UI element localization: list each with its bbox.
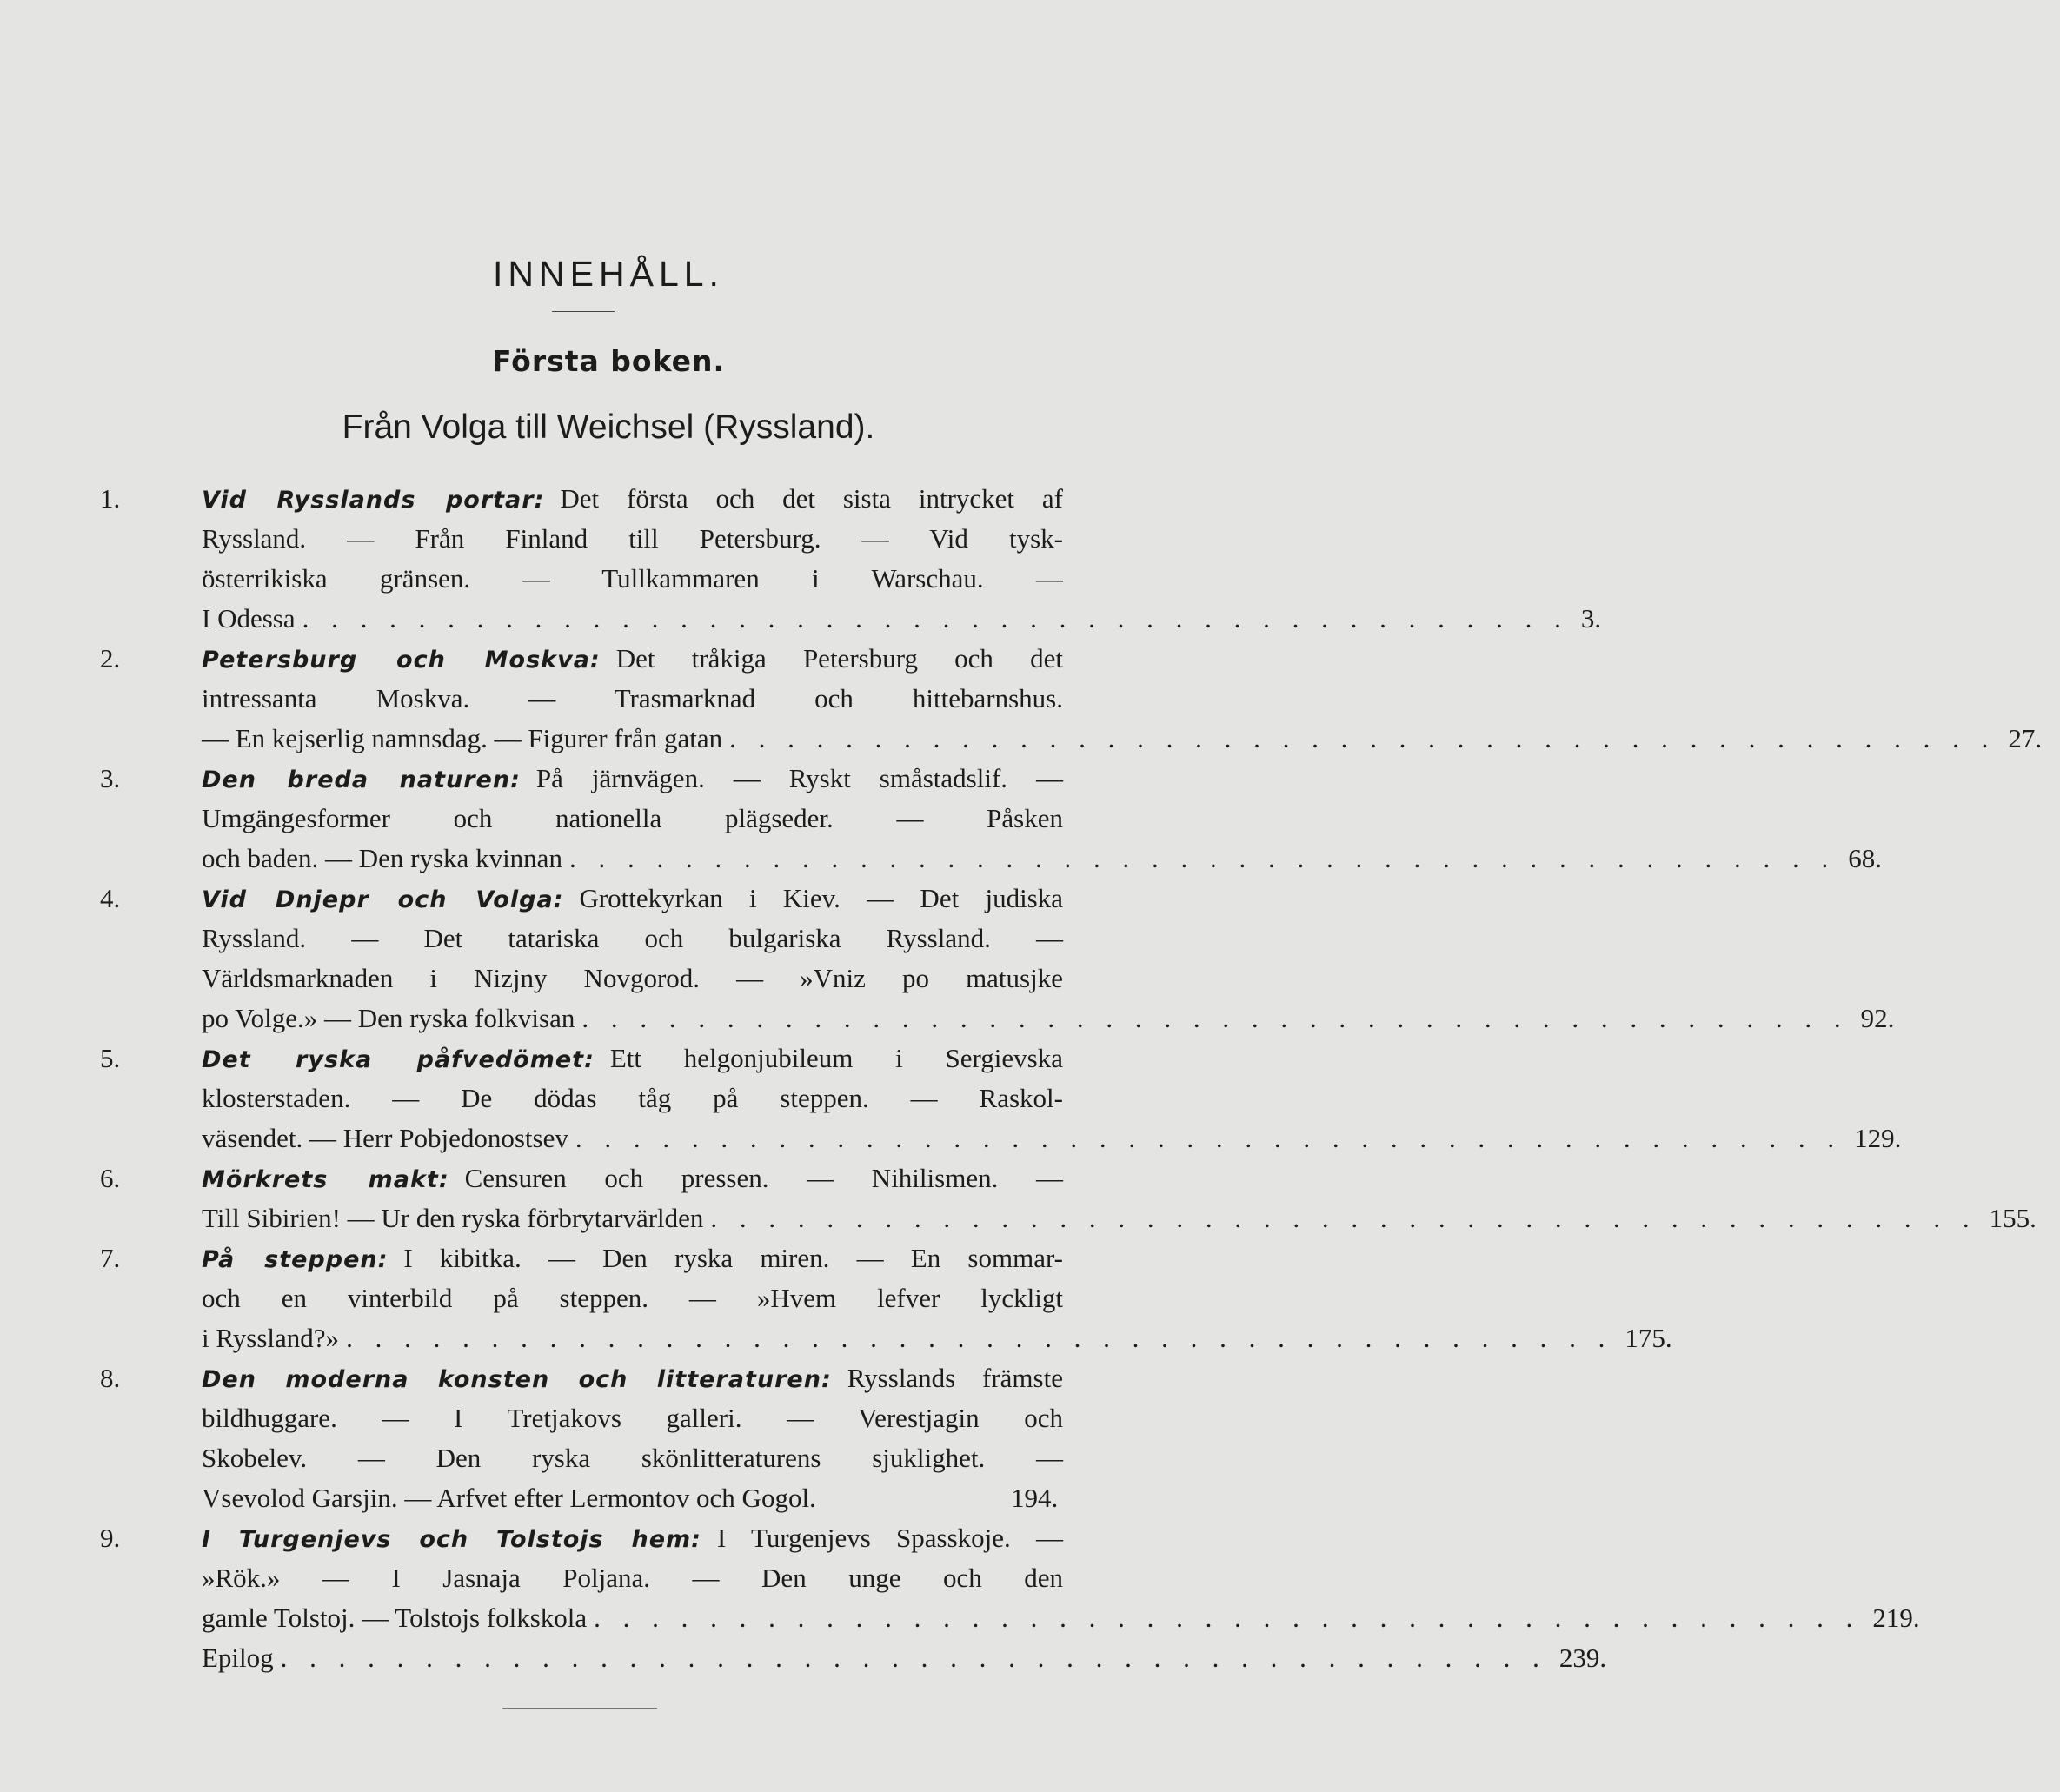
chapter-number: 1. (100, 483, 121, 514)
entry-text-part: gamle Tolstoj. — Tolstojs folkskola (202, 1603, 588, 1633)
entry-text-part: »Rök.» — I Jasnaja Poljana. — Den unge och den (202, 1563, 1063, 1593)
chapter-title: Vid Dnjepr och Volga: (202, 886, 564, 913)
entry-text (202, 1158, 1063, 1200)
toc-line (98, 1278, 1063, 1318)
toc-entry (98, 879, 1895, 1039)
entry-text (202, 1478, 1063, 1518)
entry-text (202, 959, 1063, 999)
toc-line (98, 1398, 1063, 1438)
page-number: 129. (1854, 1123, 1902, 1153)
toc-line (98, 559, 1063, 599)
toc-line (98, 599, 1602, 639)
toc-entry (98, 479, 1602, 639)
chapter-title: Vid Rysslands portar: (202, 487, 545, 514)
entry-text-part: Censuren och pressen. — Nihilismen. — (464, 1163, 1063, 1193)
toc-line (98, 799, 1063, 839)
entry-text-part: Umgängesformer och nationella plägseder. — Påsken (202, 803, 1063, 833)
chapter-title: Mörkrets makt: (202, 1166, 449, 1193)
chapter-number: 2. (100, 643, 121, 674)
entry-text-part: intressanta Moskva. — Trasmarknad och hittebarnshus. (202, 683, 1063, 713)
entry-text (202, 1039, 1063, 1080)
chapter-number: 3. (100, 763, 121, 793)
entry-text (202, 879, 1063, 920)
dot-leader: . . . . . . . . . . . . . . . . . . . . . . . . . . . . . . . . . . . . . . . . . . . . (594, 1603, 1861, 1633)
page-number: 68. (1848, 843, 1882, 873)
toc-line (98, 1638, 1607, 1678)
toc-line (98, 1039, 1063, 1079)
dot-leader: . . . . . . . . . . . . . . . . . . . . . . . . . . . . . . . . . . . . . . . . . . . . (302, 603, 1569, 634)
entry-text (202, 1398, 1063, 1438)
page-number: 194. (1011, 1483, 1059, 1513)
toc-line (98, 1598, 1920, 1638)
toc-line (98, 1438, 1063, 1478)
entry-text (202, 639, 1063, 680)
entry-text-part: och en vinterbild på steppen. — »Hvem lefver lyckligt (202, 1283, 1063, 1313)
page-number: 3. (1580, 603, 1602, 634)
book-subtitle: Från Volga till Weichsel (Ryssland). (342, 408, 875, 446)
entry-text-part: bildhuggare. — I Tretjakovs galleri. — Verestjagin och (202, 1403, 1063, 1433)
entry-text-part: Rysslands främste (847, 1363, 1063, 1393)
toc-line (98, 479, 1063, 519)
chapter-title: Det ryska påfvedömet: (202, 1046, 595, 1073)
entry-text-part: — En kejserlig namnsdag. — Figurer från gatan (202, 723, 723, 753)
entry-text (202, 1318, 1672, 1358)
entry-text-part: Ryssland. — Från Finland till Petersburg. — Vid tysk- (202, 523, 1063, 554)
toc-line (98, 919, 1063, 959)
entry-text (202, 519, 1063, 559)
toc-entry (98, 1039, 1902, 1158)
heading-rule (552, 311, 615, 312)
epilog-entry (202, 1638, 1611, 1678)
entry-text (202, 999, 1895, 1039)
chapter-number: 6. (100, 1163, 121, 1193)
entry-text (202, 1278, 1063, 1318)
toc-entry (98, 1158, 2037, 1238)
chapter-number: 5. (100, 1043, 121, 1073)
entry-text-part: Ryssland. — Det tatariska och bulgariska Ryssland. — (202, 923, 1063, 953)
entry-text (202, 1598, 1920, 1638)
entry-text-part: österrikiska gränsen. — Tullkammaren i Warschau. — (202, 563, 1063, 594)
page-heading: INNEHÅLL. (493, 254, 724, 294)
entry-text-part: Vsevolod Garsjin. — Arfvet efter Lermontov och Gogol. (202, 1483, 816, 1513)
chapter-number: 7. (100, 1243, 121, 1273)
book-title: Första boken. (491, 344, 726, 378)
toc-entry (98, 1238, 1672, 1358)
toc-line (98, 959, 1063, 999)
epilog-label: Epilog (202, 1643, 274, 1673)
toc-line (98, 1158, 1063, 1198)
entry-text (202, 1518, 1063, 1560)
entry-text-part: Grottekyrkan i Kiev. — Det judiska (579, 883, 1064, 913)
dot-leader: . . . . . . . . . . . . . . . . . . . . . . . . . . . . . . . . . . . . . . . . . . . . (346, 1323, 1613, 1353)
entry-text-part: Till Sibirien! — Ur den ryska förbrytarvärlden (202, 1203, 704, 1233)
entry-text (202, 559, 1063, 599)
toc-line (98, 1558, 1063, 1598)
chapter-title: Den breda naturen: (202, 767, 521, 793)
toc-line (98, 839, 1882, 879)
toc-line (98, 719, 2043, 759)
toc-line (98, 999, 1895, 1039)
dot-leader: . . . . . . . . . . . . . . . . . . . . . . . . . . . . . . . . . . . . . . . . . . . . (280, 1643, 1547, 1673)
entry-text (202, 599, 1618, 639)
toc-line (98, 1198, 2037, 1238)
toc-entry (98, 1358, 1063, 1518)
entry-text (202, 479, 1063, 521)
entry-text (202, 1079, 1063, 1118)
table-of-contents (98, 479, 2043, 1678)
chapter-number: 8. (100, 1363, 121, 1393)
toc-line (98, 759, 1063, 799)
entry-text-part: Det tråkiga Petersburg och det (615, 643, 1064, 674)
toc-entry (98, 639, 2043, 759)
entry-text-part: Världsmarknaden i Nizjny Novgorod. — »Vniz po matusjke (202, 963, 1063, 993)
entry-text-part: På järnvägen. — Ryskt småstadslif. — (535, 763, 1064, 793)
toc-line (98, 1358, 1063, 1398)
entry-text (202, 1118, 1902, 1158)
toc-line (98, 1079, 1063, 1118)
entry-text-part: i Ryssland?» (202, 1323, 340, 1353)
entry-text-part: och baden. — Den ryska kvinnan (202, 843, 562, 873)
toc-line (98, 639, 1063, 679)
toc-line (98, 1478, 1063, 1518)
entry-text (202, 839, 1882, 879)
entry-text (202, 1238, 1063, 1280)
page-number: 92. (1860, 1003, 1895, 1033)
entry-text (202, 1438, 1063, 1478)
entry-text-part: väsendet. — Herr Pobjedonostsev (202, 1123, 568, 1153)
entry-text-part: I kibitka. — Den ryska miren. — En sommar- (403, 1243, 1063, 1273)
toc-entry (98, 759, 1882, 879)
toc-line (98, 1318, 1672, 1358)
bottom-rule (502, 1708, 657, 1709)
dot-leader: . . . . . . . . . . . . . . . . . . . . . . . . . . . . . . . . . . . . . . . . . . . . (710, 1203, 1977, 1233)
chapter-title: Den moderna konsten och litteraturen: (202, 1366, 832, 1393)
entry-text-part: po Volge.» — Den ryska folkvisan (202, 1003, 575, 1033)
entry-text-part: I Turgenjevs Spasskoje. — (716, 1523, 1063, 1553)
page-number: 175. (1625, 1323, 1672, 1353)
toc-entry (98, 1518, 1920, 1638)
dot-leader: . . . . . . . . . . . . . . . . . . . . . . . . . . . . . . . . . . . . . . . . . . . . (575, 1123, 1843, 1153)
toc-line (98, 1518, 1063, 1558)
chapter-title: I Turgenjevs och Tolstojs hem: (202, 1526, 701, 1553)
page-number: 239. (1558, 1643, 1607, 1673)
toc-line (98, 1238, 1063, 1278)
entry-text-part: Ett helgonjubileum i Sergievska (609, 1043, 1063, 1073)
chapter-number: 9. (100, 1523, 121, 1553)
toc-line (98, 1118, 1902, 1158)
entry-text-part: Skobelev. — Den ryska skönlitteraturens sjuklighet. — (202, 1443, 1063, 1473)
entry-text-part: Det första och det sista intrycket af (560, 483, 1063, 514)
entry-text (202, 1558, 1063, 1598)
page-number: 219. (1872, 1603, 1920, 1633)
toc-line (98, 879, 1063, 919)
chapter-title: Petersburg och Moskva: (202, 647, 601, 674)
chapter-number: 4. (100, 883, 121, 913)
dot-leader: . . . . . . . . . . . . . . . . . . . . . . . . . . . . . . . . . . . . . . . . . . . . (729, 723, 1997, 753)
entry-text (202, 1358, 1063, 1400)
entry-text (202, 1198, 2037, 1238)
entry-text-part: klosterstaden. — De dödas tåg på steppen. — Raskol- (202, 1083, 1063, 1113)
entry-text (202, 719, 2043, 759)
entry-text (202, 919, 1063, 959)
dot-leader: . . . . . . . . . . . . . . . . . . . . . . . . . . . . . . . . . . . . . . . . . . . . (581, 1003, 1849, 1033)
entry-text (202, 799, 1063, 839)
toc-line (98, 679, 1063, 719)
entry-text (202, 759, 1063, 800)
entry-text-part: I Odessa (202, 603, 296, 634)
chapter-title: På steppen: (202, 1246, 389, 1273)
dot-leader: . . . . . . . . . . . . . . . . . . . . . . . . . . . . . . . . . . . . . . . . . . . . (568, 843, 1837, 873)
page-number: 27. (2008, 723, 2043, 753)
entry-text (202, 679, 1063, 719)
toc-line (98, 519, 1063, 559)
page-number: 155. (1989, 1203, 2037, 1233)
